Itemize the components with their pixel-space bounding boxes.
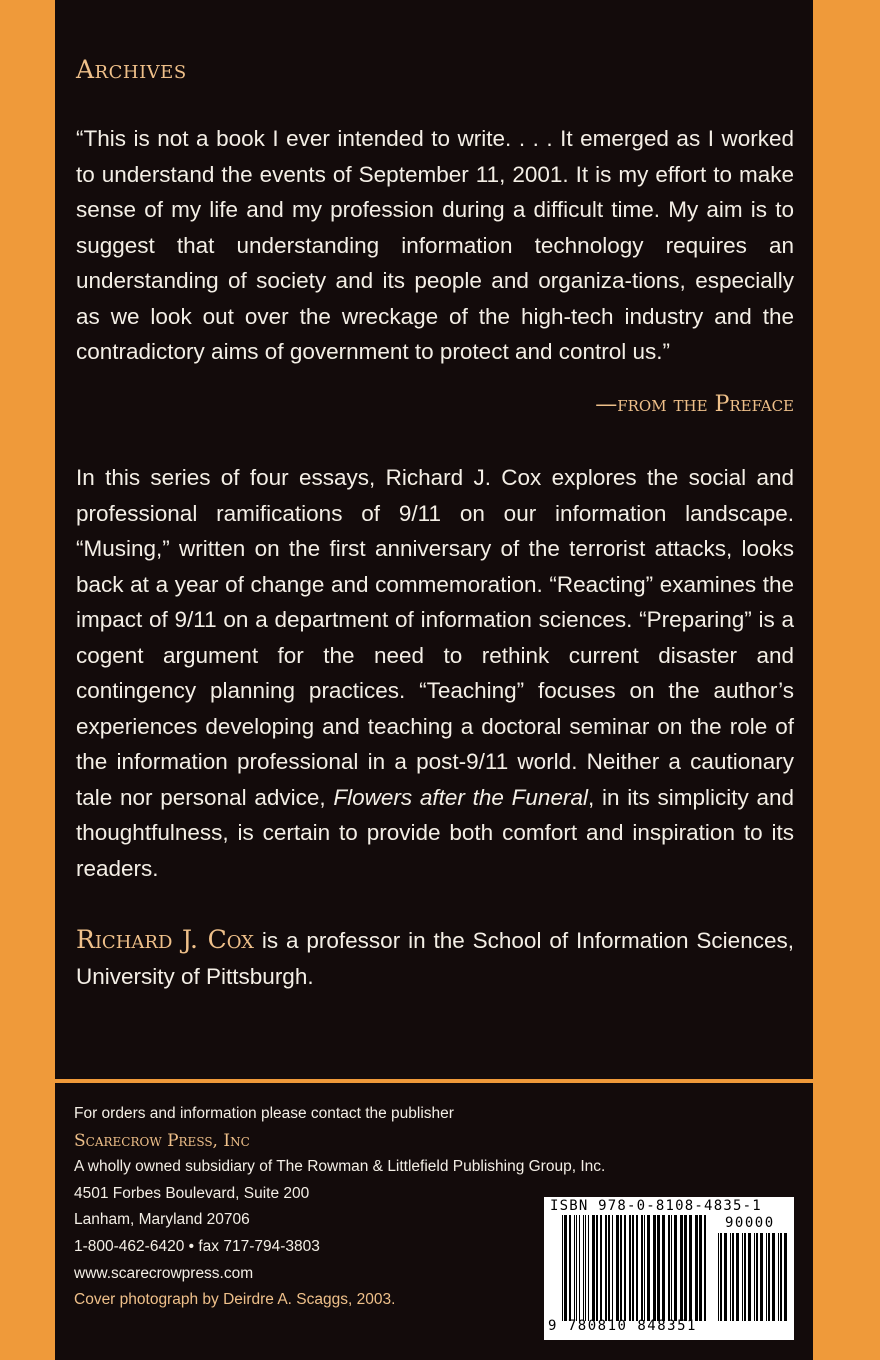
addon-barcode-bar <box>768 1233 770 1321</box>
ean-barcode-bar <box>583 1215 584 1321</box>
ean-barcode-bar <box>629 1215 631 1321</box>
ean-barcode-bar <box>592 1215 595 1321</box>
addon-barcode-bar <box>756 1233 758 1321</box>
ean-barcode-bar <box>620 1215 622 1321</box>
publisher-subsidiary: A wholly owned subsidiary of The Rowman & Littlefield Publishing Group, Inc. <box>74 1158 606 1176</box>
orange-divider <box>55 1079 813 1083</box>
ean-barcode-bar <box>641 1215 643 1321</box>
ean-barcode-bar <box>671 1215 672 1321</box>
addon-barcode-bar <box>724 1233 727 1321</box>
ean-barcode-bar <box>632 1215 634 1321</box>
ean-barcode-bar <box>644 1215 645 1321</box>
publisher-info <box>74 1101 606 1314</box>
preface-quote: “This is not a book I ever intended to write. . . . It emerged as I worked to understand the events of September 11, 2001. It is my effort to make sense of my life and my profession during a difficult time. My aim is to suggest that understanding information technology requires an understanding of society and its people and organiza-tions, especially as we look out over the wreckage of the high-tech industry and the contradictory aims of government to protect and control us.” <box>76 126 794 364</box>
ean-barcode-bar <box>562 1215 563 1321</box>
book-description <box>76 460 794 886</box>
publisher-phone: 1-800-462-6420 • fax 717-794-3803 <box>74 1237 320 1255</box>
addon-barcode-bar <box>778 1233 779 1321</box>
addon-barcode-bar <box>732 1233 734 1321</box>
author-name: Richard J. Cox <box>76 925 254 954</box>
ean-barcode-bar <box>569 1215 571 1321</box>
cover-photo-credit: Cover photograph by Deirdre A. Scaggs, 2003. <box>74 1291 396 1309</box>
ean-barcode-bar <box>612 1215 613 1321</box>
ean-barcode-bar <box>695 1215 698 1321</box>
ean-digits: 9 780810 848351 <box>548 1318 697 1334</box>
isbn-barcode <box>544 1197 794 1340</box>
addon-barcode-bar <box>744 1233 746 1321</box>
quote-attribution: —from the Preface <box>595 392 794 417</box>
ean-barcode-bar <box>616 1215 619 1321</box>
publisher-address-line-2: Lanham, Maryland 20706 <box>74 1211 250 1229</box>
addon-barcode-bar <box>736 1233 739 1321</box>
ean-barcode-bar <box>699 1215 702 1321</box>
ean-barcode-bar <box>684 1215 687 1321</box>
ean-barcode-bar <box>605 1215 607 1321</box>
ean-barcode-bar <box>608 1215 610 1321</box>
ean-barcode-bar <box>689 1215 692 1321</box>
publisher-address-line-1: 4501 Forbes Boulevard, Suite 200 <box>74 1184 310 1202</box>
isbn-number: ISBN 978-0-8108-4835-1 <box>550 1198 762 1214</box>
ean-barcode-bar <box>668 1215 670 1321</box>
back-cover-panel <box>55 0 813 1360</box>
publisher-website: www.scarecrowpress.com <box>74 1264 254 1282</box>
addon-barcode-bar <box>754 1233 755 1321</box>
ean-barcode-bar <box>564 1215 567 1321</box>
addon-barcode-bar <box>730 1233 731 1321</box>
ean-barcode-bar <box>574 1215 575 1321</box>
ean-barcode-bar <box>596 1215 598 1321</box>
addon-barcode-bar <box>742 1233 743 1321</box>
ean-barcode-bar <box>647 1215 650 1321</box>
addon-barcode-bar <box>780 1233 782 1321</box>
description-text-2: , in its simplicity and thoughtfulness, is certain to provide both comfort and inspiration to its readers. <box>76 784 795 881</box>
ean-barcode-bar <box>576 1215 577 1321</box>
ean-barcode-bar <box>624 1215 626 1321</box>
ean-barcode-bar <box>657 1215 660 1321</box>
ean-barcode-bar <box>579 1215 580 1321</box>
ean-barcode-bar <box>662 1215 665 1321</box>
publisher-name: Scarecrow Press, Inc <box>74 1130 250 1151</box>
ean-barcode-bar <box>600 1215 602 1321</box>
ean-barcode-bar <box>704 1215 706 1321</box>
ean-barcode-bar <box>585 1215 586 1321</box>
author-bio-text: is a professor in the School of Information Sciences, University of Pittsburgh. <box>76 928 794 989</box>
publisher-intro: For orders and information please contact the publisher <box>74 1105 454 1122</box>
description-text-1: In this series of four essays, Richard J. Cox explores the social and professional ramifications of 9/11 on our information landscape. “Musing,” written on the first anniversary of the terrorist attacks, looks back at a year of change and commemoration. “Reacting” examines the impact of 9/11 on a department of information sciences. “Preparing” is a cogent argument for the need to rethink current disaster and contingency planning practices. “Teaching” focuses on the author’s experiences developing and teaching a doctoral seminar on the role of the information professional in a post-9/11 world. Neither a cautionary tale nor personal advice, <box>76 465 794 810</box>
price-addon-number: 90000 <box>725 1215 775 1231</box>
author-bio <box>76 922 794 994</box>
ean-barcode-bar <box>653 1215 656 1321</box>
ean-barcode-bar <box>680 1215 683 1321</box>
ean-barcode-bar <box>674 1215 677 1321</box>
addon-barcode-bar <box>720 1233 722 1321</box>
addon-barcode-bar <box>748 1233 751 1321</box>
ean-barcode-bar <box>636 1215 638 1321</box>
category-label: Archives <box>76 55 187 84</box>
ean-barcode-bar <box>588 1215 589 1321</box>
addon-barcode-bar <box>718 1233 719 1321</box>
addon-barcode-bar <box>772 1233 775 1321</box>
addon-barcode-bar <box>766 1233 767 1321</box>
addon-barcode-bar <box>760 1233 763 1321</box>
book-title-italic: Flowers after the Funeral <box>333 784 588 810</box>
addon-barcode-bar <box>784 1233 787 1321</box>
